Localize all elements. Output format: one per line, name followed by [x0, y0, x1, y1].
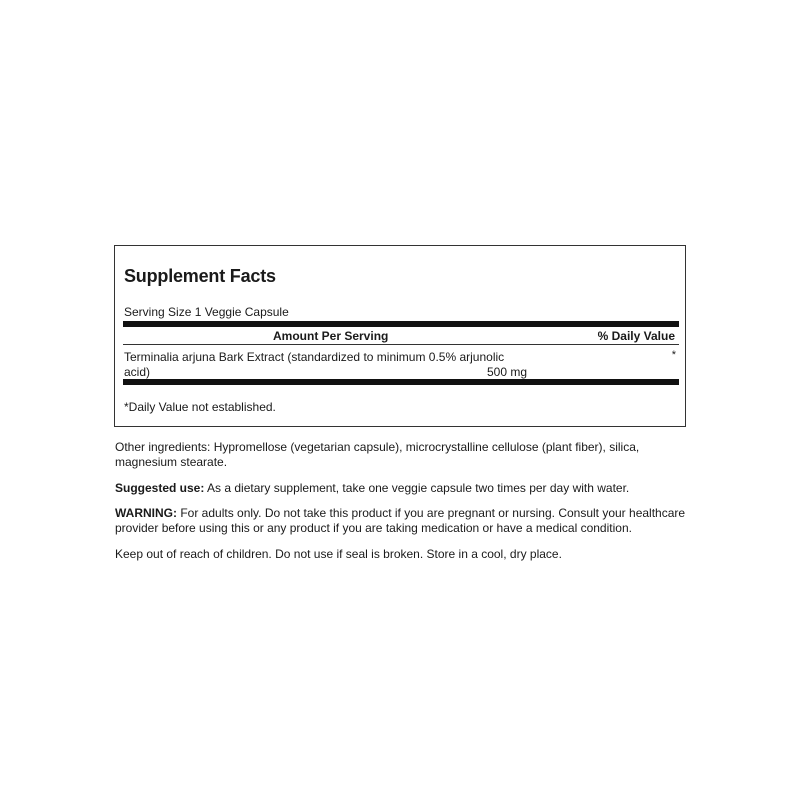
- storage-instructions: Keep out of reach of children. Do not use if seal is broken. Store in a cool, dry place.: [115, 547, 562, 561]
- supplement-facts-title: Supplement Facts: [124, 266, 276, 286]
- suggested-use-label: Suggested use:: [115, 481, 205, 495]
- thin-divider: [123, 344, 679, 345]
- suggested-use-text: As a dietary supplement, take one veggie capsule two times per day with water.: [204, 481, 630, 495]
- thick-divider-top: [123, 321, 679, 327]
- warning-text: For adults only. Do not take this product if you are pregnant or nursing. Consult your healthcare provider before using this or any product if you are taking medication or have a medical condition.: [115, 506, 686, 535]
- ingredient-amount: 500 mg: [487, 365, 528, 379]
- supplement-facts-panel: [114, 245, 686, 427]
- warning: [115, 506, 695, 536]
- warning-label: WARNING:: [115, 506, 177, 520]
- daily-value-footnote: *Daily Value not established.: [124, 400, 276, 414]
- daily-value-header: % Daily Value: [597, 329, 675, 343]
- amount-per-serving-header: Amount Per Serving: [273, 329, 389, 343]
- ingredient-daily-value: *: [671, 349, 676, 361]
- ingredient-name: Terminalia arjuna Bark Extract (standardized to minimum 0.5% arjunolic acid): [124, 350, 505, 379]
- suggested-use: [115, 481, 695, 496]
- serving-size: Serving Size 1 Veggie Capsule: [124, 305, 289, 319]
- other-ingredients: Other ingredients: Hypromellose (vegetarian capsule), microcrystalline cellulose (plant fiber), silica, magnesium stearate.: [115, 440, 640, 469]
- thick-divider-bottom: [123, 379, 679, 385]
